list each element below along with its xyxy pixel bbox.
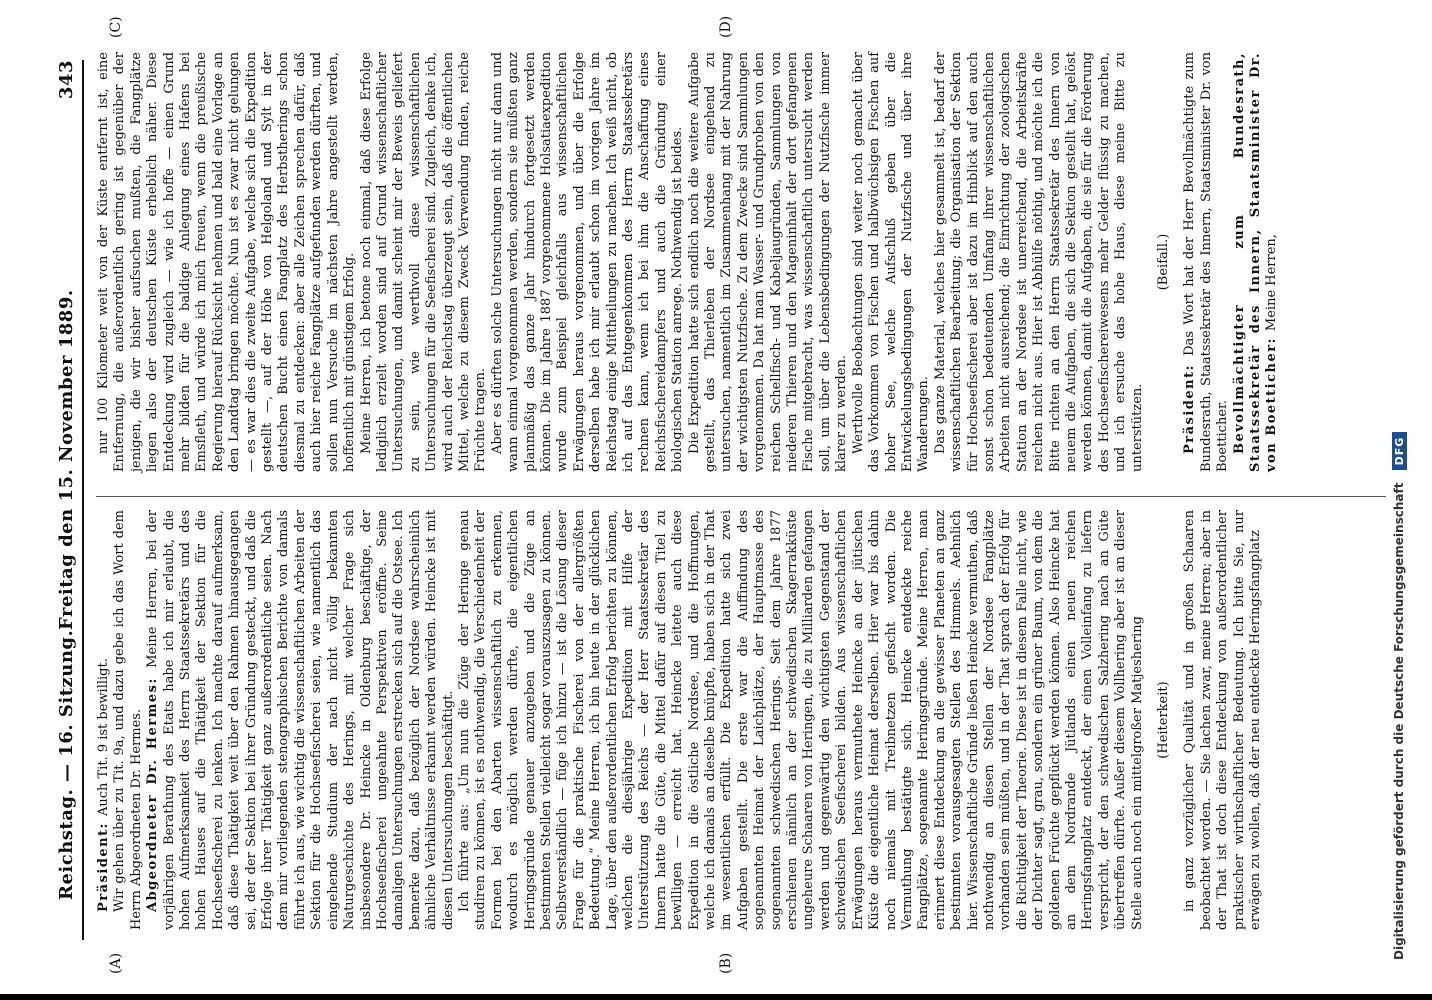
paragraph [1232,52,1281,472]
paragraph [933,52,1146,472]
column-divider [96,496,1386,497]
paragraph [687,52,851,472]
paragraph-text: in ganz vorzüglicher Qualität und in großen Schaaren beobachtet worden. — Sie lachen zwar, meine Herren; aber in der That ist doch diese Entdeckung von außerordentlicher praktischer wirthschaftlicher Bedeutung. Ich bitte Sie, nur erwägen zu wollen, daß der neu entdeckte Heringsfangplatz [1182,510,1264,930]
paragraph [112,510,145,930]
paragraph-text: Werthvolle Beobachtungen sind weiter noch gemacht über das Vorkommen von Fischen und halbwüchsigen Fischen auf hoher See, welche Aufschluß geben über die Entwickelungsbedingungen der Nutzfische und über ihre Wanderungen. [850,52,932,472]
paragraph-text: Meine Herren, [1264,234,1280,332]
speaker-name: Abgeordneter Dr. Hermes: [145,667,161,912]
speaker-name: Präsident: [96,816,111,912]
page-number: 343 [56,60,77,100]
paragraph [145,510,457,930]
paragraph [490,52,687,472]
header-rule [82,60,84,940]
speaker-name: Präsident: [1182,355,1198,454]
paragraph-text: nur 100 Kilometer weit von der Küste entfernt ist, eine Entfernung, die außerordentlich gering ist gegenüber der jenigen, die wir bisher aufsuchen mußten, die Fangplätze liegen also der deutschen Küste erheblich näher. Diese Entdeckung wird zugleich — wie ich hoffe — einen Grund mehr bilden für die baldige Anlegung eines Hafens bei Emsfleth, und würde ich mich freuen, wenn die preußische Regierung hierauf Rücksicht nehmen und bald eine Vorlage an den Landtag bringen möchte. Nun ist es zwar nicht gelungen — es war dies die zweite Aufgabe, welche sich die Expedition gestellt —, auf der Höhe von Helgoland und Sylt in der deutschen Bucht einen Fangplatz des Herbstherings schon diesmal zu entdecken: aber alle Zeichen sprechen dafür, daß auch hier reiche Fangplätze aufgefunden werden dürften, und sollen nun Versuche im nächsten Jahre angestellt werden, hoffentlich mit günstigem Erfolg. [96,52,358,472]
header-left: Reichstag. — 16. Sitzung. [56,629,77,900]
credit-text: Digitalisierung gefördert durch die Deutsche Forschungsgemeinschaft [1392,482,1406,960]
margin-mark-a: (A) [108,952,124,974]
header-date: Freitag den 15. November 1889. [56,289,77,630]
paragraph-text: Auch Tit. 9 ist bewilligt. [96,658,111,817]
speaker-name: Bevollmächtigter zum Bundesrath, Staatssekretär des Innern, Staatsminister Dr. von Boetticher: [1231,52,1280,472]
margin-mark-b: (B) [718,952,734,974]
paragraph-text: Die Expedition hatte sich endlich noch die weitere Aufgabe gestellt, das Thierleben der Nordsee eingehend zu untersuchen, namentlich im Zusammenhang mit der Nahrung der wichtigsten Nutzfische. Zu dem Zwecke sind Sammlungen vorgenommen. Da hat man Wasser- und Grundproben von den reichen Schellfisch- und Kabeljaugründen, Sammlungen von niederen Thieren und den Mageninhalt der dort gefangenen Fische mitgebracht, was wissenschaftlich untersucht werden soll, um über die Lebensbedingungen der Nutzfische immer klarer zu werden. [686,52,850,472]
paragraph [1182,52,1231,472]
dfg-logo: DFG [1392,432,1407,471]
paragraph-text: Wir gehen über zu Tit. 9a, und dazu gebe ich das Wort dem Herrn Abgeordneten Dr. Hermes. [112,510,144,930]
margin-mark-c: (C) [108,16,124,38]
page-header [48,40,84,960]
paragraph-text: Ich führte aus: „Um nun die Züge der Heringe genau studiren zu können, ist es nothwendig, die Verschiedenheit der Formen bei den Abarten wissenschaftlich zu erkennen, wodurch es möglich werden dürfte, die eigentlichen Heringsgründe genauer anzugeben und die Züge an bestimmten Stellen vielleicht sogar vorauszusagen zu können. Selbstverständlich — füge ich hinzu — ist die Lösung dieser Frage für die praktische Fischerei von der allergrößten Bedeutung.“ Meine Herren, ich bin heute in der glücklichen Lage, über den außerordentlichen Erfolg berichten zu können, welchen die diesjährige Expedition mit Hilfe der Unterstützung des Reichs — der Herr Staatssekretär des Innern hatte die Güte, die Mittel dafür auf diesen Titel zu bewilligen — erreicht hat. Heincke leitete auch diese Expedition in die östliche Nordsee, und die Hoffnungen, welche ich damals an dieselbe knüpfte, haben sich in der That im wesentlichen erfüllt. Die Expedition hatte sich zwei Aufgaben gestellt. Die erste war die Auffindung des sogenannten Heimat der Laichplätze, der Hauptmasse des sogenannten schwedischen Herings. Seit dem Jahre 1877 erschienen nämlich an der schwedischen Skagerrakküste ungeheure Schaaren von Heringen, die zu Milliarden gefangen werden und gegenwärtig den wichtigsten Gegenstand der schwedischen Seefischerei bilden. Aus wissenschaftlichen Erwägungen heraus vermuthete Heincke an der jütischen Küste die eigentliche Heimat derselben. Hier war bis dahin noch niemals mit Treibnetzen gefischt worden. Die Vermuthung bestätigte sich. Heincke entdeckte reiche Fangplätze, sogenannte Heringsgründe. Meine Herren, man erinnert diese Entdeckung an die gewisser Planeten an ganz bestimmten vorausgesagten Stellen des Himmels. Aehnlich hier. Wissenschaftliche Gründe ließen Heincke vermuthen, daß nothwendig an diesen Stellen der Nordsee Fangplätze vorhanden sein müßten, und in der That sprach der Erfolg für die Richtigkeit der Theorie. Diese ist in diesem Falle nicht, wie der Dichter sagt, grau, sondern ein grüner Baum, von dem die goldenen Früchte gepflückt werden können. Also Heincke hat an dem Nordrande Jütlands einen neuen reichen Heringsfangplatz entdeckt, der einen Volleinfang zu liefern verspricht, der den schwedischen Salzhering nach an Güte übertreffen dürfte. Außer diesem Vollhering aber ist an dieser Stelle auch noch ein mittelgroßer Matjeshering [456,510,1145,930]
interjection: (Beifall.) [1156,233,1171,291]
paragraph [96,52,359,472]
paragraph-text: Das ganze Material, welches hier gesammelt ist, bedarf der wissenschaftlichen Bearbeitung; die Organisation der Sektion für Hochseefischerei aber ist dazu im Hinblick auf den auch sonst schon bedeutenden Umfang ihrer wissenschaftlichen Arbeiten nicht ausreichend; die Einrichtung der zoologischen Station an der Nordsee ist unerreichend, die Arbeitskräfte reichen nicht aus. Hier ist Abhülfe nöthig, und möchte ich die Bitte richten an den Herrn Staatssekretär des Innern von neuem die Aufgaben, die sich die Sektion gestellt hat, gelöst werden können, damit die Aufgaben, die sie für die Förderung des Hochseefischereiwesens mehr Gelder flüssig zu machen, und ich ersuche das hohe Haus, diese meine Bitte zu unterstützen. [932,52,1145,472]
paragraph-text: Meine Herren, ich betone noch einmal, daß diese Erfolge lediglich erzielt worden sind auf Grund wissenschaftlicher Untersuchungen, und damit scheint mir der Beweis geliefert zu sein, wie werthvoll diese wissenschaftlichen Untersuchungen für die Seefischerei sind. Zugleich, denke ich, wird auch der Reichstag überzeugt sein, daß die öffentlichen Mittel, welche zu diesem Zweck Verwendung finden, reiche Früchte tragen. [358,52,489,472]
margin-mark-d: (D) [718,15,734,38]
paragraph [457,510,1146,930]
left-column [96,510,1264,930]
paragraph-text: Das Wort hat der Herr Bevollmächtigte zum Bundesrath, Staatssekretär des Innern, Staatsminister Dr. von Boetticher. [1182,52,1231,472]
paragraph-text: Meine Herren, bei der vorjährigen Berathung des Etats habe ich mir erlaubt, die hohen Aufmerksamkeit des Herrn Staatssekretärs und des hohen Hauses auf die Thätigkeit der Sektion für die Hochseefischerei zu lenken. Ich machte darauf aufmerksam, daß diese Thätigkeit weit über den Rahmen hinausgegangen sei, der der Sektion bei ihrer Gründung gesteckt, und daß die Erfolge ihrer Thätigkeit ganz außerordentliche seien. Nach dem mir vorliegenden stenographischen Berichte von damals führte ich aus, wie wichtig die wissenschaftlichen Arbeiten der Sektion für die Hochseefischerei seien, wie namentlich das eingehende Studium der nach nicht völlig bekannten Naturgeschichte des Herings, mit welcher Frage sich insbesondere Dr. Heincke in Oldenburg beschäftige, der Hochseefischerei ungeahnte Perspektiven eröffne. Seine damaligen Untersuchungen erstrecken sich auf die Ostsee. Ich bemerke dazu, daß bezüglich der Nordsee wahrscheinlich ähnliche Verhältnisse erkannt werden würden. Heincke ist mit diesen Untersuchungen beschäftigt. [145,509,456,930]
digitization-credit [1392,40,1407,960]
scan-edge [0,994,1432,1000]
paragraph [96,510,112,930]
paragraph [359,52,490,472]
paragraph [1182,510,1264,930]
right-column [96,52,1281,472]
paragraph-text: Aber es dürften solche Untersuchungen nicht nur dann und wann einmal vorgenommen werden, sondern sie müßten ganz planmäßig das ganze Jahr hindurch fortgesetzt werden können. Die im Jahre 1887 vorgenommene Holsatiaexpedition wurde zum Beispiel gleichfalls aus wissenschaftlichen Erwägungen heraus vorgenommen, und über die Erfolge derselben habe ich mir erlaubt schon im vorigen Jahre im Reichstag einige Mittheilungen zu machen. Ich weiß nicht, ob ich auf das Entgegenkommen des Herrn Staatssekretärs rechnen kann, wenn ich bei ihm die Anschaffung eines Reichsfischereidampfers und auch die Gründung einer biologischen Station anrege. Nothwendig ist beides. [489,52,686,472]
interjection: (Heiterkeit) [1156,681,1171,759]
paragraph [851,52,933,472]
